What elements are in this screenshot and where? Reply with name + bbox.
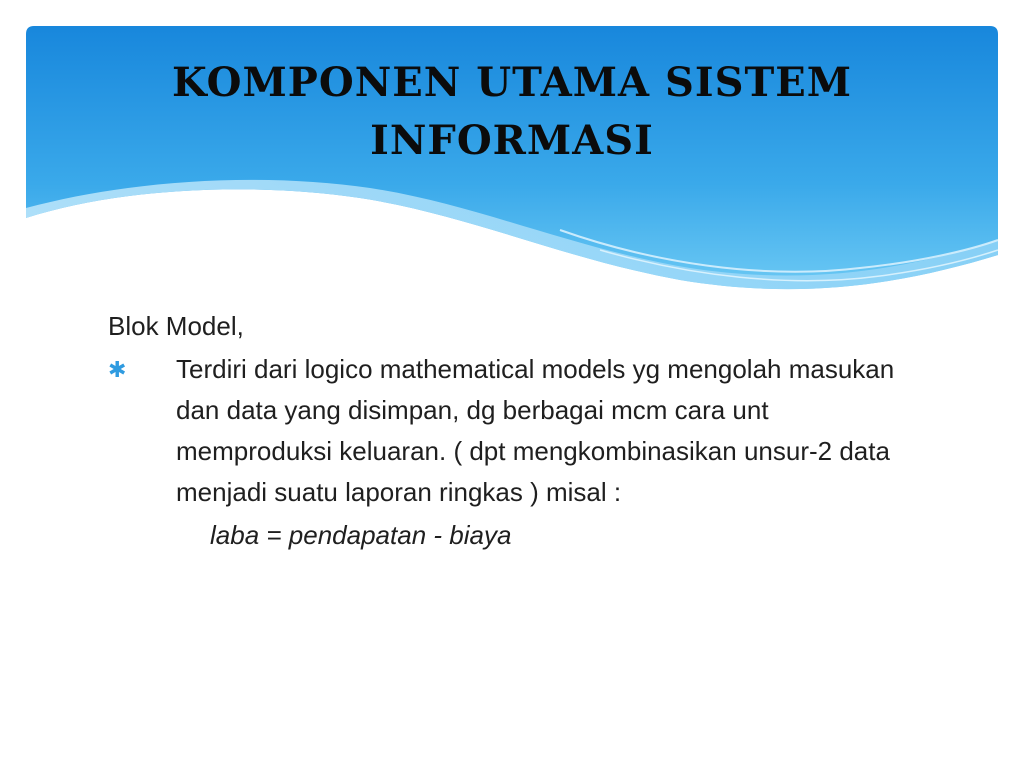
slide-title: KOMPONEN UTAMA SISTEM INFORMASI xyxy=(171,59,853,164)
slide-body xyxy=(108,306,928,557)
asterisk-bullet-icon: ✱ xyxy=(108,357,127,382)
formula-text: laba = pendapatan - biaya xyxy=(210,520,512,550)
bullet-item xyxy=(108,349,928,513)
bullet-text: Terdiri dari logico mathematical models yg mengolah masukan dan data yang disimpan, dg berbagai mcm cara unt memproduksi keluaran. ( dpt mengkombinasikan unsur-2 data menjadi suatu laporan ringkas ) misal : xyxy=(176,354,895,507)
lead-text: Blok Model, xyxy=(108,311,244,341)
